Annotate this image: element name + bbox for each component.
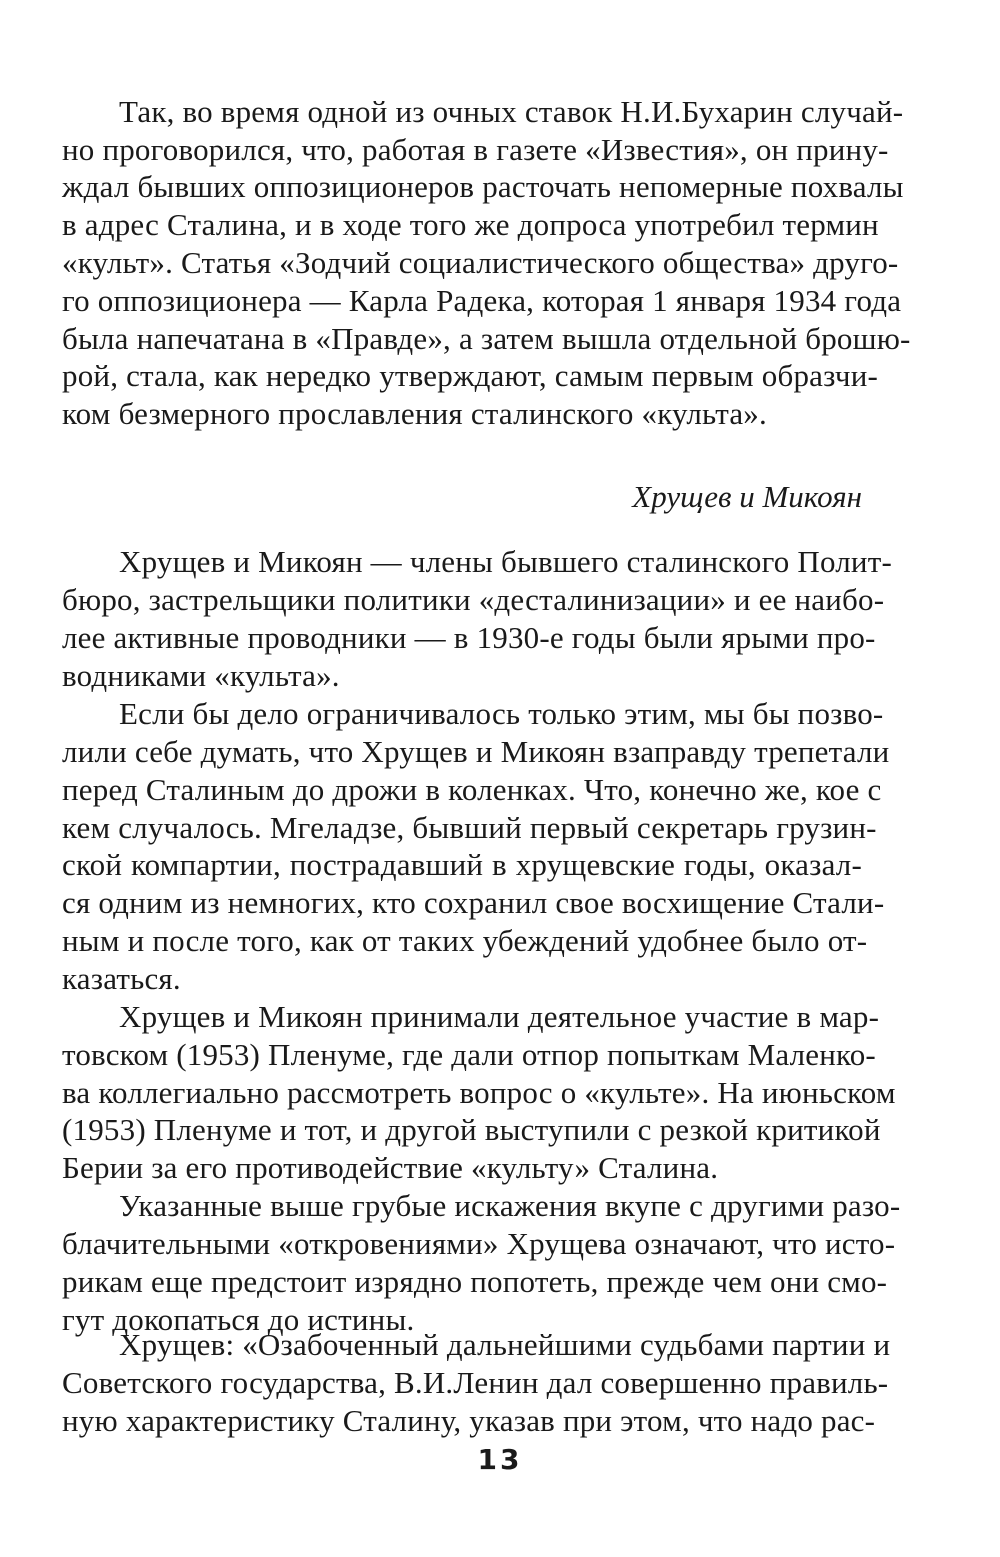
text-line: ждал бывших оппозиционеров расточать непомерные похвалы — [62, 169, 904, 204]
text-line: ся одним из немногих, кто сохранил свое восхищение Стали- — [62, 885, 885, 920]
section-heading-khrushchev-mikoyan: Хрущев и Микоян — [632, 479, 862, 514]
text-line: кем случалось. Мгеладзе, бывший первый секретарь грузин- — [62, 810, 877, 845]
text-line: Советского государства, В.И.Ленин дал совершенно правиль- — [62, 1365, 889, 1400]
text-line: рикам еще предстоит изрядно попотеть, прежде чем они смо- — [62, 1264, 888, 1299]
text-line: перед Сталиным до дрожи в коленках. Что, конечно же, кое с — [62, 772, 882, 807]
text-line: го оппозиционера — Карла Радека, которая 1 января 1934 года — [62, 283, 902, 318]
text-line: но проговорился, что, работая в газете «Известия», он прину- — [62, 132, 889, 167]
text-line: рой, стала, как нередко утверждают, самым первым образчи- — [62, 358, 879, 393]
text-line: ную характеристику Сталину, указав при этом, что надо рас- — [62, 1403, 876, 1438]
text-line: «культ». Статья «Зодчий социалистического общества» друго- — [62, 245, 899, 280]
text-line: ком безмерного прославления сталинского «культа». — [62, 396, 767, 431]
text-line: Указанные выше грубые искажения вкупе с другими разо- — [119, 1188, 901, 1223]
text-line: была напечатана в «Правде», а затем вышла отдельной брошю- — [62, 321, 911, 356]
text-line: гут докопаться до истины. — [62, 1302, 415, 1337]
text-line: товском (1953) Пленуме, где дали отпор попыткам Маленко- — [62, 1037, 876, 1072]
text-line: Если бы дело ограничивалось только этим, мы бы позво- — [119, 696, 884, 731]
text-line: Хрущев и Микоян — члены бывшего сталинского Полит- — [119, 544, 892, 579]
text-line: Хрущев: «Озабоченный дальнейшими судьбами партии и — [119, 1327, 891, 1362]
text-line: бюро, застрельщики политики «десталинизации» и ее наибо- — [62, 582, 885, 617]
text-line: водниками «культа». — [62, 658, 340, 693]
text-line: (1953) Пленуме и тот, и другой выступили с резкой критикой — [62, 1112, 881, 1147]
text-line: ным и после того, как от таких убеждений удобнее было от- — [62, 923, 868, 958]
text-line: Так, во время одной из очных ставок Н.И.Бухарин случай- — [119, 94, 904, 129]
text-line: в адрес Сталина, и в ходе того же допроса употребил термин — [62, 207, 879, 242]
text-line: лили себе думать, что Хрущев и Микоян взаправду трепетали — [62, 734, 890, 769]
text-line: блачительными «откровениями» Хрущева означают, что исто- — [62, 1226, 896, 1261]
text-line: ва коллегиально рассмотреть вопрос о «культе». На июньском — [62, 1075, 896, 1110]
page-number: 13 — [477, 1443, 523, 1476]
text-line: Берии за его противодействие «культу» Сталина. — [62, 1150, 719, 1185]
text-line: лее активные проводники — в 1930-е годы были ярыми про- — [62, 620, 876, 655]
text-line: Хрущев и Микоян принимали деятельное участие в мар- — [119, 999, 880, 1034]
text-line: ской компартии, пострадавший в хрущевские годы, оказал- — [62, 847, 862, 882]
text-line: казаться. — [62, 961, 181, 996]
